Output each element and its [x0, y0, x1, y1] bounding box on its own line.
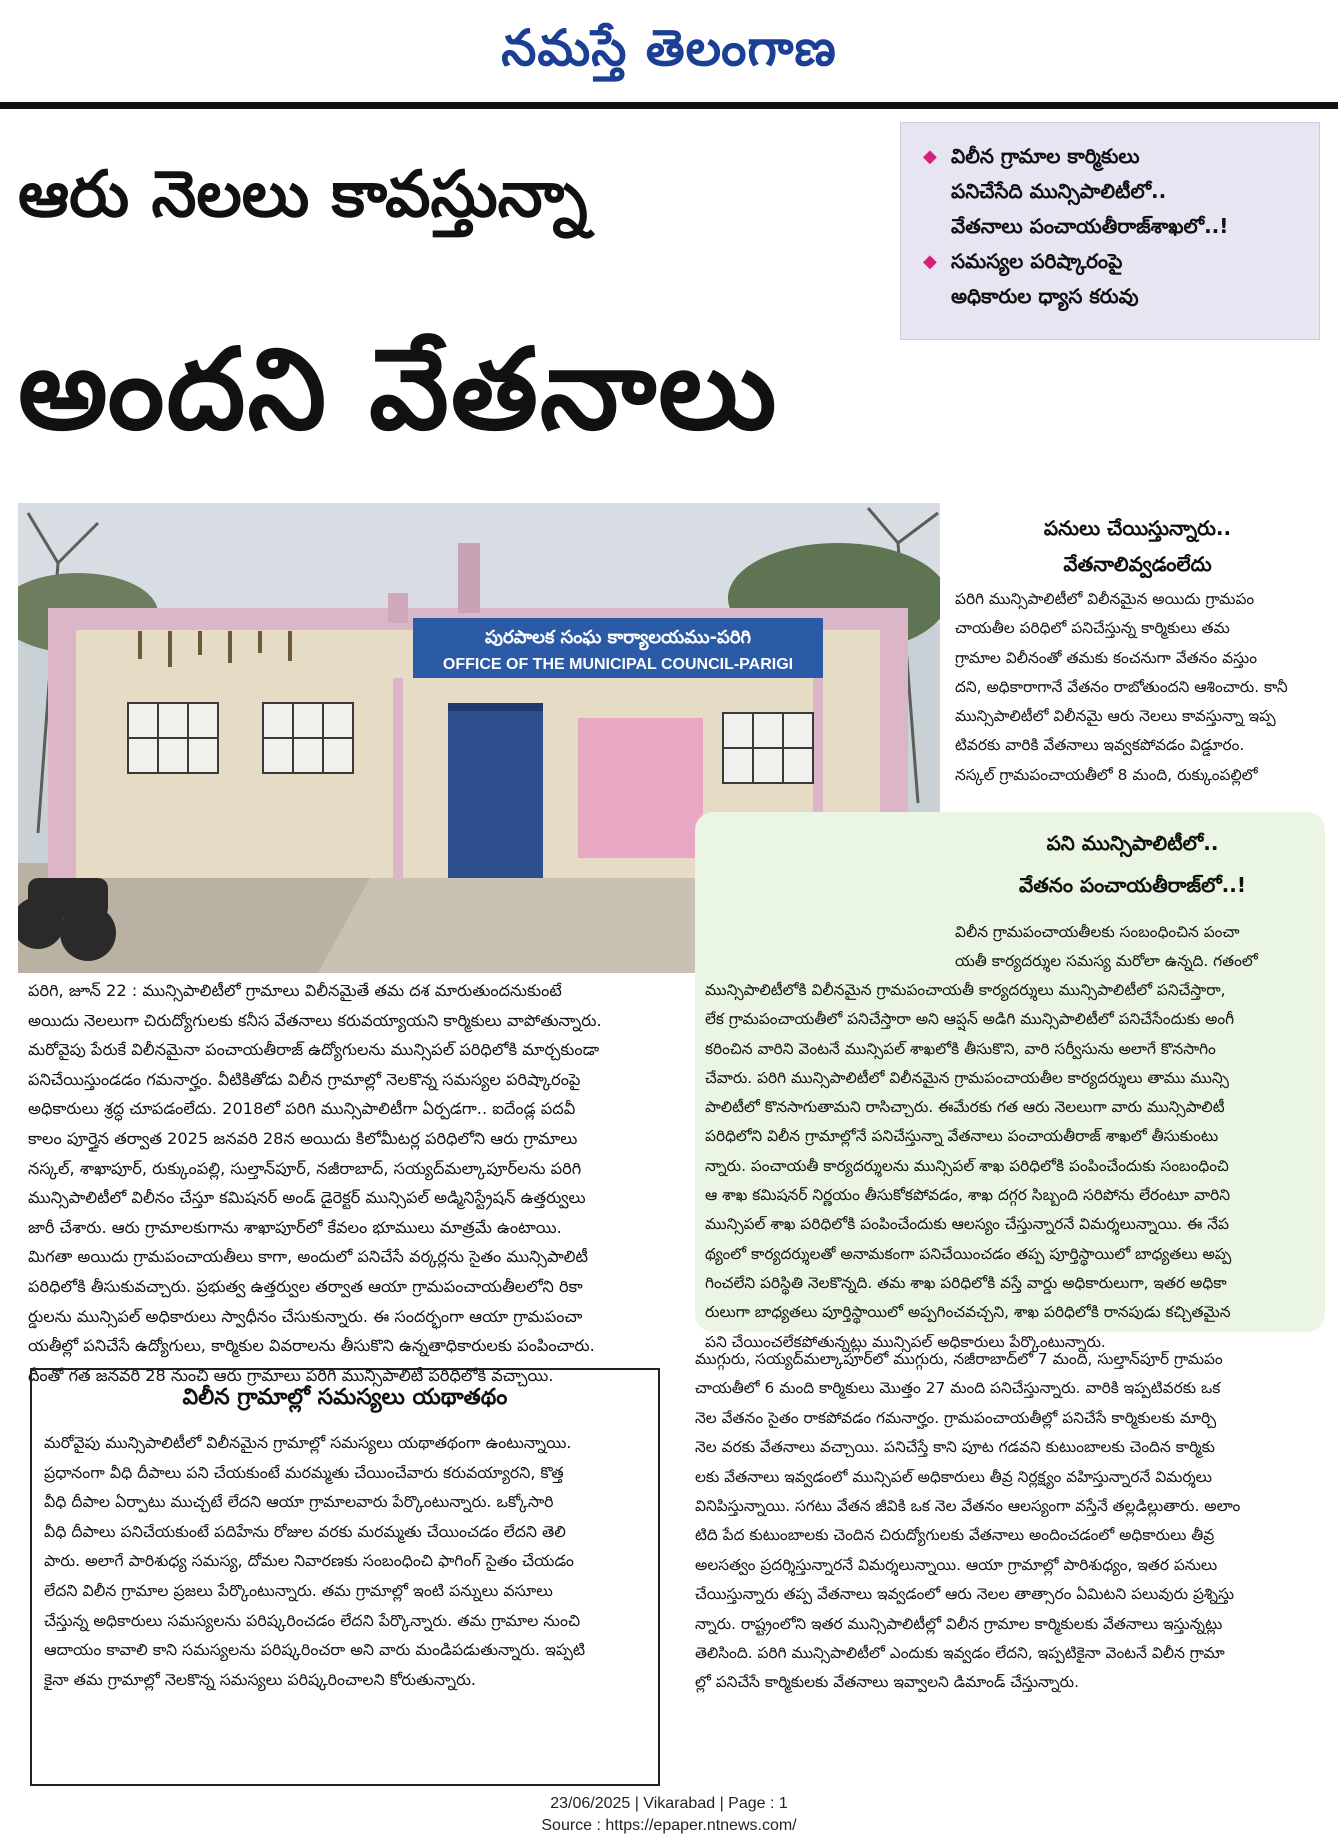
highlight-item-cont: వేతనాలు పంచాయతీరాజ్‌శాఖలో..! — [951, 214, 1229, 238]
highlight-item-cont: పనిచేసేది మున్సిపాలిటీలో.. — [951, 179, 1167, 203]
diamond-bullet-icon: ◆ — [923, 146, 937, 167]
green-box-subheading: పని మున్సిపాలిటీలో.. వేతనం పంచాయతీరాజ్‌లో..! — [1019, 831, 1246, 897]
highlights-box — [900, 122, 1320, 340]
side-box-heading: విలీన గ్రామాల్లో సమస్యలు యథాతథం — [182, 1385, 508, 1410]
page-footer — [0, 1793, 1338, 1837]
office-sign-telugu: పురపాలక సంఘ కార్యాలయము-పరిగి — [484, 627, 752, 648]
side-box-body: మరోవైపు మున్సిపాలిటీలో విలీనమైన గ్రామాల్లో సమస్యలు యథాతథంగా ఉంటున్నాయి. ప్రధానంగా వీధి దీపాలు పని చేయకుంటే మరమ్మతు చేయించేవారు కరువయ్యారని, కొత్త వీధి దీపాల ఏర్పాటు ముచ్చటే లేదని ఆయా గ్రామాలవారు పేర్కొంటున్నారు. ఒక్కోసారి వీధి దీపాలు పనిచేయకుంటే పదిహేను రోజుల వరకు మరమ్మతు చేయించడం లేదని తెలి పారు. అలాగే పారిశుధ్య సమస్య, దోమల నివారణకు సంబంధించి ఫాగింగ్ సైతం చేయడం లేదని విలీన గ్రామాల ప్రజలు పేర్కొంటున్నారు. తమ గ్రామాల్లో ఇంటి పన్నులు వసూలు చేస్తున్న అధికారులు సమస్యలను పరిష్కరించడం లేదని పేర్కొన్నారు. తమ గ్రామాల నుంచి ఆదాయం కావాలి కాని సమస్యలను పరిష్కరించరా అని వారు మండిపడుతున్నారు. ఇప్పటి కైనా తమ గ్రామాల్లో నెలకొన్న సమస్యలు పరిష్కరించాలని కోరుతున్నారు. — [44, 1433, 586, 1689]
green-box-body: మున్సిపాలిటీలోకి విలీనమైన గ్రామపంచాయతీ కార్యదర్శులు మున్సిపాలిటీలో పనిచేస్తారా, లేక గ్రామపంచాయతీలో పనిచేస్తారా అని ఆప్షన్ అడిగి మున్సిపాలిటీలో పనిచేసేందుకు అంగీ కరించిన వారిని వెంటనే మున్సిపల్ శాఖలోకి తీసుకొని, వారి సర్వీసును అలాగే కొనసాగిం చేవారు. పరిగి మున్సిపాలిటీలో విలీనమైన గ్రామపంచాయతీల కార్యదర్శులు తాము మున్సి పాలిటీలో కొనసాగుతామని రాసిచ్చారు. ఈమేరకు గత ఆరు నెలలుగా వారు మున్సిపాలిటీ పరిధిలోని విలీన గ్రామాల్లోనే పనిచేస్తున్నా వేతనాలు పంచాయతీరాజ్ శాఖలో తీసుకుంటు న్నారు. పంచాయతీ కార్యదర్శులను మున్సిపల్ శాఖ పరిధిలోకి పంపించేందుకు సంబంధించి ఆ శాఖ కమిషనర్ నిర్ణయం తీసుకోకపోవడం, శాఖ దగ్గర సిబ్బంది సరిపోను లేరంటూ వారిని మున్సిపల్ శాఖ పరిధిలోకి పంపించేందుకు ఆలస్యం చేస్తున్నారనే విమర్శలున్నాయి. ఈ నేప థ్యంలో కార్యదర్శులతో అనామకంగా పనిచేయించడం తప్ప పూర్తిస్థాయిలో బాధ్యతలు అప్ప గించలేని పరిస్థితి నెలకొన్నది. తమ శాఖ పరిధిలోకి వస్తే వార్డు అధికారులుగా, ఇతర అధికా రులుగా బాధ్యతలు పూర్తిస్థాయిలో అప్పగించవచ్చని, శాఖ పరిధిలోకి రానపుడు కచ్చితమైన పని చేయించలేకపోతున్నట్లు మున్సిపల్ అధికారులు పేర్కొంటున్నారు. — [705, 981, 1235, 1351]
continuation-body: ముగ్గురు, సయ్యద్‌మల్కాపూర్‌లో ముగ్గురు, నజీరాబాద్‌లో 7 మంది, సుల్తాన్‌పూర్ గ్రామపం చాయతీలో 6 మంది కార్మికులు మొత్తం 27 మంది పనిచేస్తున్నారు. వారికి ఇప్పటివరకు ఒక నెల వేతనం సైతం రాకపోవడం గమనార్హం. గ్రామపంచాయతీల్లో పనిచేసే కార్మికులకు మార్చి నెల వరకు వేతనాలు వచ్చాయి. పనిచేస్తే కాని పూట గడవని కుటుంబాలకు చెందిన కార్మికు లకు వేతనాలు ఇవ్వడంలో మున్సిపల్ అధికారులు తీవ్ర నిర్లక్ష్యం వహిస్తున్నారనే విమర్శలు వినిపిస్తున్నాయి. సగటు వేతన జీవికి ఒక నెల వేతనం ఆలస్యంగా వస్తేనే తల్లడిల్లుతారు. అలాం టిది పేద కుటుంబాలకు చెందిన చిరుద్యోగులకు వేతనాలు అందించడంలో అధికారులు తీవ్ర అలసత్వం ప్రదర్శిస్తున్నారనే విమర్శలున్నాయి. ఆయా గ్రామాల్లో పారిశుధ్యం, ఇతర పనులు చేయిస్తున్నారు తప్ప వేతనాలు ఇవ్వడంలో ఆరు నెలల తాత్సారం ఏమిటని పలువురు ప్రశ్నిస్తు న్నారు. రాష్ట్రంలోని ఇతర మున్సిపాలిటీల్లో విలీన గ్రామాల కార్మికులకు వేతనాలు ఇస్తున్నట్లు తెలిసింది. పరిగి మున్సిపాలిటీలో ఎందుకు ఇవ్వడం లేదని, ఇప్పటికైనా వెంటనే విలీన గ్రామా ల్లో పనిచేసే కార్మికులకు వేతనాలు ఇవ్వాలని డిమాండ్ చేస్తున్నారు. — [695, 1350, 1241, 1692]
highlight-item: ◆ సమస్యల పరిష్కారంపై — [923, 244, 1303, 279]
masthead-logo: నమస్తే తెలంగాణ — [501, 18, 837, 77]
main-article-body: పరిగి, జూన్ 22 : మున్సిపాలిటీలో గ్రామాలు విలీనమైతే తమ దశ మారుతుందనుకుంటే అయిదు నెలలుగా చిరుద్యోగులకు కనీస వేతనాలు కరువయ్యాయని కార్మికులు వాపోతున్నారు. మరోవైపు పేరుకే విలీనమైనా పంచాయతీరాజ్ ఉద్యోగులను మున్సిపల్ పరిధిలోకి మార్చకుండా పనిచేయిస్తుండడం గమనార్హం. వీటికితోడు విలీన గ్రామాల్లో నెలకొన్న సమస్యల పరిష్కారంపై అధికారులు శ్రద్ధ చూపడంలేదు. 2018లో పరిగి మున్సిపాలిటీగా ఏర్పడగా.. ఐదేండ్ల పదవీ కాలం పూర్తైన తర్వాత 2025 జనవరి 28న అయిదు కిలోమీటర్ల పరిధిలోని ఆరు గ్రామాలు నస్కల్, శాఖాపూర్, రుక్కుంపల్లి, సుల్తాన్‌పూర్, నజీరాబాద్, సయ్యద్‌మల్కాపూర్‌లను పరిగి మున్సిపాలిటీలో విలీనం చేస్తూ కమిషనర్ అండ్ డైరెక్టర్ మున్సిపల్ అడ్మినిస్ట్రేషన్ ఉత్తర్వులు జారీ చేశారు. ఆరు గ్రామాలకుగాను శాఖాపూర్‌లో కేవలం భూములు మాత్రమే ఉంటాయి. మిగతా అయిదు గ్రామపంచాయతీలు కాగా, అందులో పనిచేసే వర్కర్లను సైతం మున్సిపాలిటీ పరిధిలోకి తీసుకువచ్చారు. ప్రభుత్వ ఉత్తర్వుల తర్వాత ఆయా గ్రామపంచాయతీలలోని రికా ర్డులను మున్సిపల్ అధికారులు స్వాధీనం చేసుకున్నారు. ఈ సందర్భంగా ఆయా గ్రామపంచా యతీల్లో పనిచేసే ఉద్యోగులు, కార్మికుల వివరాలను తీసుకొని ఉన్నతాధికారులకు పంపించారు. దీంతో గత జనవరి 28 నుంచి ఆరు గ్రామాలు పరిగి మున్సిపాలిటీ పరిధిలోకి వచ్చాయి. — [28, 981, 602, 1385]
right-col-body: పరిగి మున్సిపాలిటీలో విలీనమైన అయిదు గ్రామపం చాయతీల పరిధిలో పనిచేస్తున్న కార్మికులు తమ గ్రామాల విలీనంతో తమకు కంచనుగా వేతనం వస్తుం దని, అధికారాగానే వేతనం రాబోతుందని ఆశించారు. కానీ మున్సిపాలిటీలో విలీనమై ఆరు నెలలు కావస్తున్నా ఇప్ప టివరకు వారికి వేతనాలు ఇవ్వకపోవడం విడ్డూరం. నస్కల్ గ్రామపంచాయతీలో 8 మంది, రుక్కుంపల్లిలో — [955, 590, 1288, 784]
headline-line-1: ఆరు నెలలు కావస్తున్నా — [18, 158, 588, 232]
footer-source-link[interactable]: Source : https://epaper.ntnews.com/ — [541, 1817, 797, 1834]
diamond-bullet-icon: ◆ — [923, 251, 937, 272]
footer-date-line: 23/06/2025 | Vikarabad | Page : 1 — [550, 1795, 788, 1812]
highlight-item: ◆ విలీన గ్రామాల కార్మికులు — [923, 139, 1303, 174]
green-box-body-top: విలీన గ్రామపంచాయతీలకు సంబంధించిన పంచా యతీ కార్యదర్శుల సమస్య మరోలా ఉన్నది. గతంలో — [955, 923, 1258, 971]
right-col-subheading: పనులు చేయిస్తున్నారు.. వేతనాలివ్వడంలేదు — [1043, 516, 1232, 576]
highlight-item-cont: అధికారుల ధ్యాస కరువు — [951, 284, 1139, 308]
masthead-rule — [0, 102, 1338, 109]
headline-line-2: అందని వేతనాలు — [18, 325, 779, 455]
office-sign-english: OFFICE OF THE MUNICIPAL COUNCIL-PARIGI — [442, 656, 794, 673]
